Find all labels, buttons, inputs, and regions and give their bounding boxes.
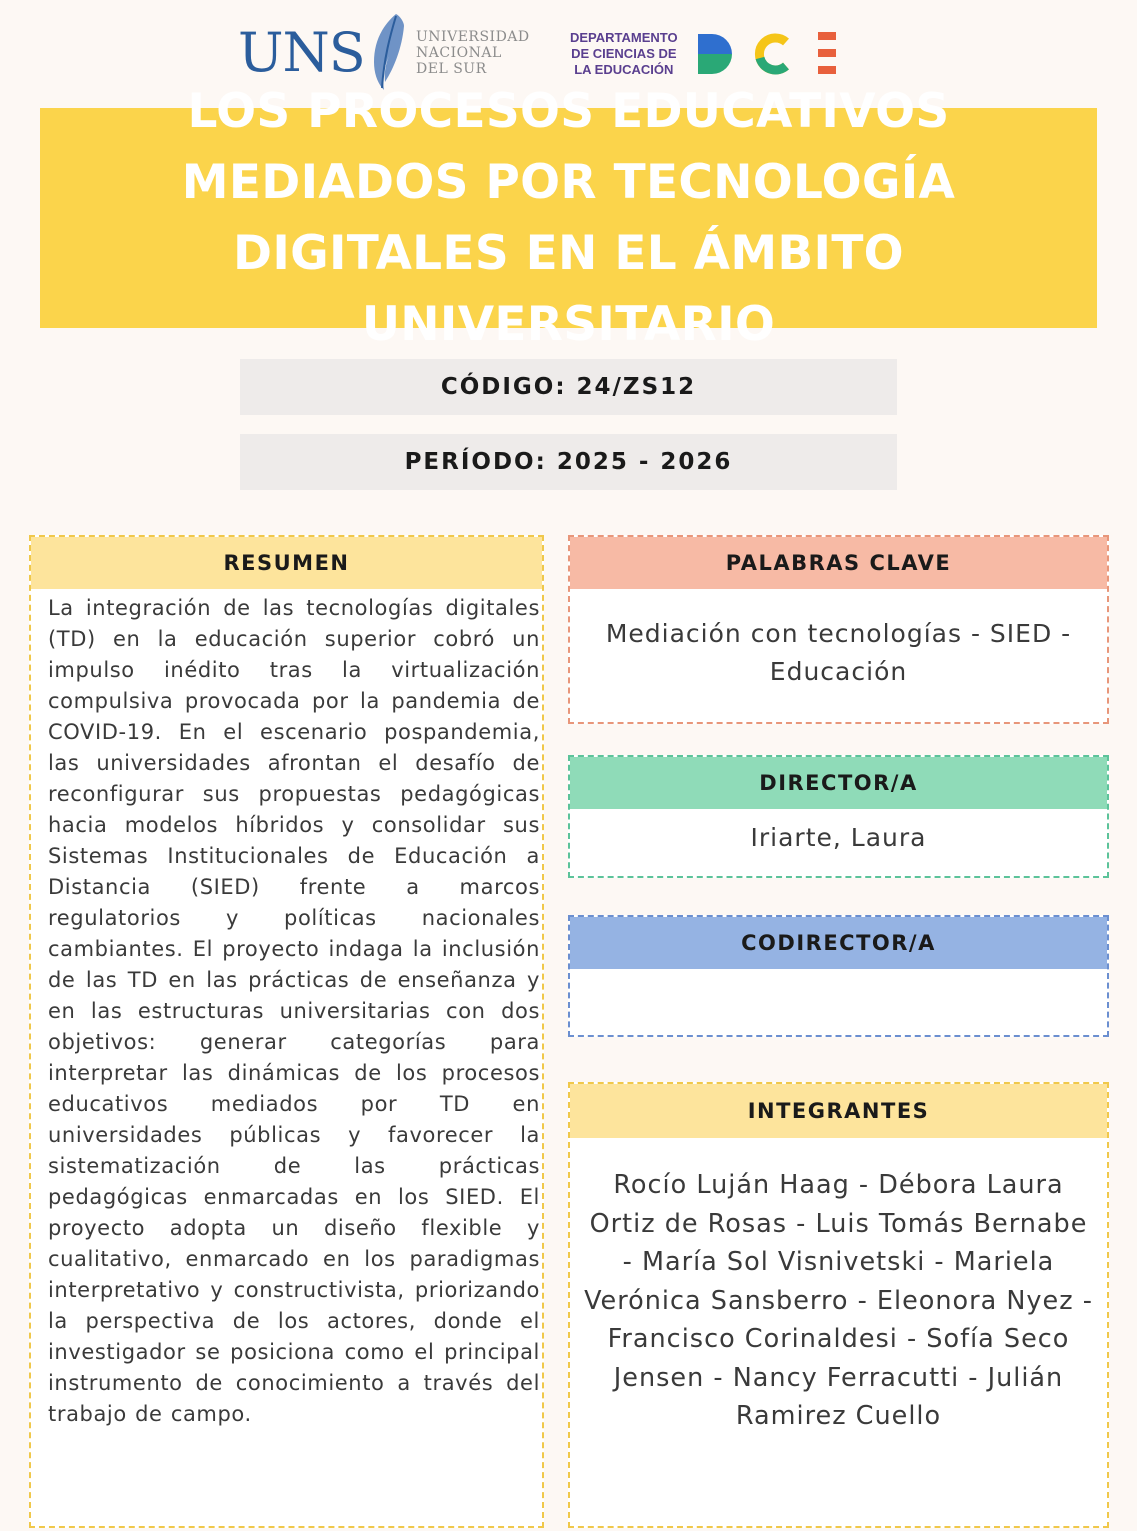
director-heading: DIRECTOR/A (570, 757, 1107, 809)
members-heading: INTEGRANTES (570, 1084, 1107, 1138)
department-logo (570, 26, 850, 82)
project-code: CÓDIGO: 24/ZS12 (240, 359, 897, 415)
uns-name-line: NACIONAL (416, 45, 502, 61)
director-name: Iriarte, Laura (750, 823, 927, 852)
department-name-line: LA EDUCACIÓN (574, 62, 674, 77)
department-name-line: DEPARTAMENTO (570, 30, 678, 45)
keywords-heading: PALABRAS CLAVE (570, 537, 1107, 589)
codirector-heading: CODIRECTOR/A (570, 917, 1107, 969)
uns-acronym: UNS (238, 21, 365, 84)
director-panel (568, 755, 1109, 878)
summary-panel (29, 535, 544, 1528)
department-name (570, 30, 678, 78)
keywords-text: Mediación con tecnologías - SIED - Educación (605, 619, 1072, 686)
title-banner (40, 84, 1097, 352)
members-panel (568, 1082, 1109, 1528)
summary-text: La integración de las tecnologías digitales (TD) en la educación superior cobró un impulso inédito tras la virtualización compulsiva provocada por la pandemia de COVID-19. En el escenario pospandemia, las universidades afrontan el desafío de reconfigurar sus propuestas pedagógicas hacia modelos híbridos y consolidar sus Sistemas Institucionales de Educación a Distancia (SIED) frente a marcos regulatorios y políticas nacionales cambiantes. El proyecto indaga la inclusión de las TD en las prácticas de enseñanza y en las estructuras universitarias con dos objetivos: generar categorías para interpretar las dinámicas de los procesos educativos mediados por TD en universidades públicas y favorecer la sistematización de las prácticas pedagógicas enmarcadas en los SIED. El proyecto adopta un diseño flexible y cualitativo, enmarcado en los paradigmas interpretativo y constructivista, priorizando la perspectiva de los actores, donde el investigador se posiciona como el principal instrumento de conocimiento a través del trabajo de campo. (48, 596, 540, 1426)
uns-name (416, 29, 530, 77)
uns-name-line: UNIVERSIDAD (416, 29, 530, 45)
summary-heading: RESUMEN (31, 537, 542, 589)
keywords-panel (568, 535, 1109, 724)
codirector-name (570, 969, 1107, 1035)
page-title: LOS PROCESOS EDUCATIVOS MEDIADOS POR TECNOLOGÍA DIGITALES EN EL ÁMBITO UNIVERSITARIO (181, 84, 956, 352)
codirector-panel (568, 915, 1109, 1037)
dce-mark-icon (698, 28, 848, 80)
members-list: Rocío Luján Haag - Débora Laura Ortiz de Rosas - Luis Tomás Bernabe - María Sol Visnivetski - Mariela Verónica Sansberro - Eleonora Nyez - Francisco Corinaldesi - Sofía Seco Jensen - Nancy Ferracutti - Julián Ramirez Cuello (584, 1170, 1093, 1431)
uns-name-line: DEL SUR (416, 61, 487, 77)
department-name-line: DE CIENCIAS DE (571, 46, 677, 61)
project-period: PERÍODO: 2025 - 2026 (240, 434, 897, 490)
